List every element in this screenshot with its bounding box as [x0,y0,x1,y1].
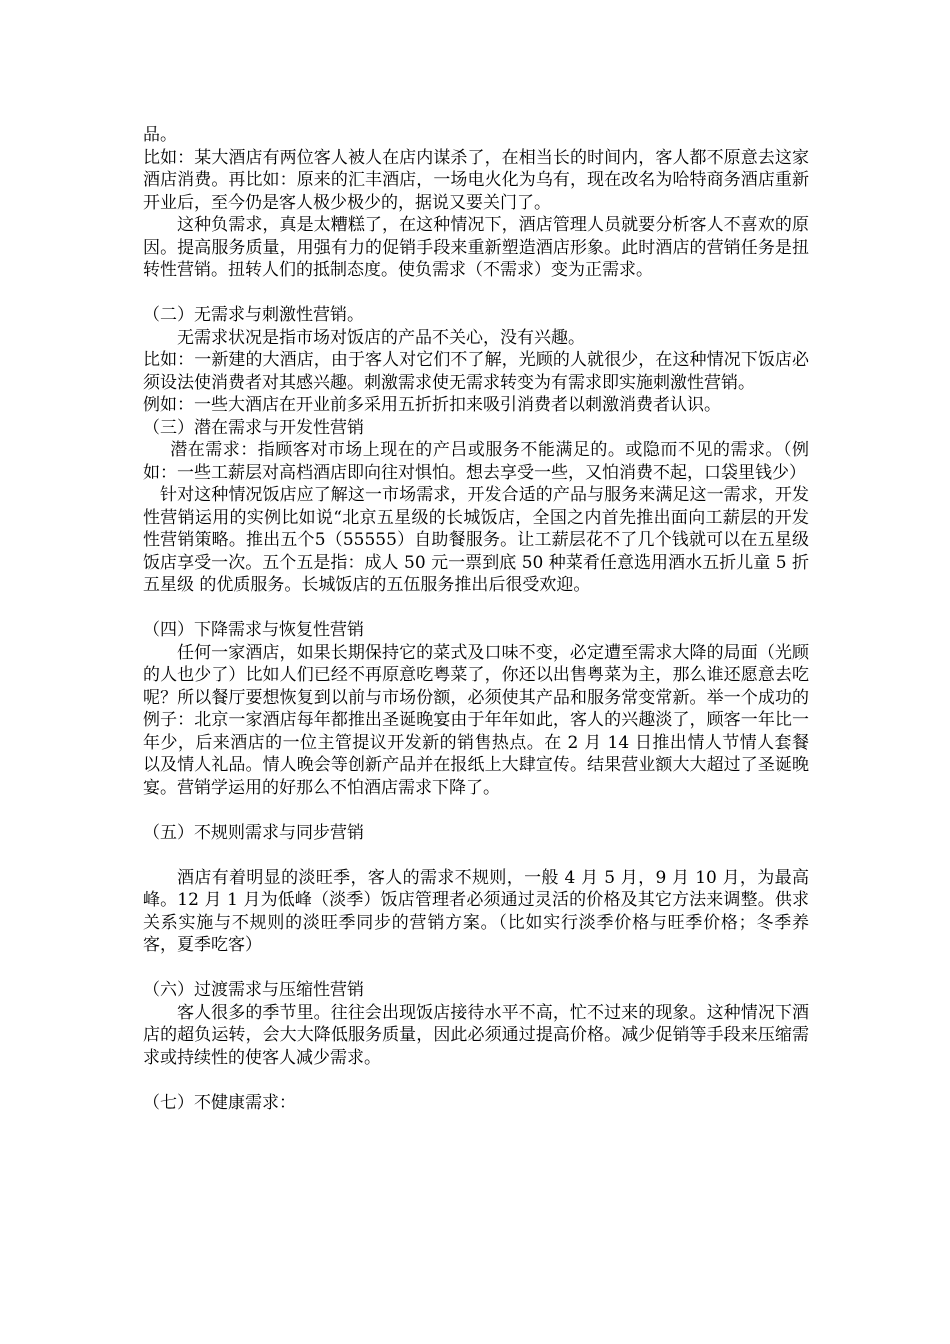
paragraph: 比如：一新建的大酒店，由于客人对它们不了解，光顾的人就很少，在这种情况下饭店必须设法使消费者对其感兴趣。刺激需求使无需求转变为有需求即实施刺激性营销。 [143,350,809,393]
spacer [143,957,809,980]
paragraph: 这种负需求，真是太糟糕了，在这种情况下，酒店管理人员就要分析客人不喜欢的原因。提高服务质量，用强有力的促销手段来重新塑造酒店形象。此时酒店的营销任务是扭转性营销。扭转人们的抵制态度。使负需求（不需求）变为正需求。 [143,215,809,280]
paragraph: 品。 [143,125,177,145]
section-heading: （四）下降需求与恢复性营销 [143,620,364,640]
paragraph: 客人很多的季节里。往往会出现饭店接待水平不高，忙不过来的现象。这种情况下酒店的超负运转，会大大降低服务质量，因此必须通过提高价格。减少促销等手段来压缩需求或持续性的使客人减少需求。 [143,1002,809,1068]
paragraph: 无需求状况是指市场对饭店的产品不关心，没有兴趣。 [177,327,585,348]
section-heading: （三）潜在需求与开发性营销 [143,417,364,438]
section-heading: （六）过渡需求与压缩性营销 [143,980,364,1000]
section-heading: （二）无需求与刺激性营销。 [143,305,364,325]
paragraph: 例如：一些大酒店在开业前多采用五折折扣来吸引消费者以刺激消费者认识。 [143,395,721,415]
spacer [143,597,809,620]
spacer [143,282,809,305]
document-page [143,124,809,1114]
section-heading: （五）不规则需求与同步营销 [143,822,364,843]
paragraph: 针对这种情况饭店应了解这一市场需求，开发合适的产品与服务来满足这一需求，开发性营销运用的实例比如说“北京五星级的长城饭店，全国之内首先推出面向工薪层的开发性营销策略。推出五个5（55555）自助餐服务。让工薪层花不了几个钱就可以在五星级饭店享受一次。五个五是指：成人 50 元一票到底 50 种菜肴任意选用酒水五折儿童 5 折五星级 的优质服务。长城饭店的五伍服务推出后很受欢迎。 [143,485,809,595]
paragraph: 潜在需求：指顾客对市场上现在的产吕或服务不能满足的。或隐而不见的需求。（例如：一些工薪层对高档酒店即向往对惧怕。想去享受一些，又怕消费不起，口袋里钱少） [143,440,809,483]
paragraph: 酒店有着明显的淡旺季，客人的需求不规则，一般 4 月 5 月，9 月 10 月，为最高峰。12 月 1 月为低峰（淡季）饭店管理者必须通过灵活的价格及其它方法来调整。供求关系实施与不规则的淡旺季同步的营销方案。（比如实行淡季价格与旺季价格；冬季养客，夏季吃客） [143,867,809,955]
paragraph: 比如：某大酒店有两位客人被人在店内谋杀了，在相当长的时间内，客人都不原意去这家酒店消费。再比如：原来的汇丰酒店，一场电火化为乌有，现在改名为哈特商务酒店重新开业后，至今仍是客人极少极少的，据说又要关门了。 [143,147,809,213]
section-heading: （七）不健康需求： [143,1092,296,1113]
spacer [143,799,809,822]
paragraph: 任何一家酒店，如果长期保持它的菜式及口味不变，必定遭至需求大降的局面（光顾的人也少了）比如人们已经不再原意吃粤菜了，你还以出售粤菜为主，那么谁还愿意去吃呢？所以餐厅要想恢复到以前与市场份额，必须使其产品和服务常变常新。举一个成功的例子：北京一家酒店每年都推出圣诞晚宴由于年年如此，客人的兴趣淡了，顾客一年比一年少，后来酒店的一位主管提议开发新的销售热点。在 2 月 14 日推出情人节情人套餐以及情人礼品。情人晚会等创新产品并在报纸上大肆宣传。结果营业额大大超过了圣诞晚宴。营销学运用的好那么不怕酒店需求下降了。 [143,642,809,798]
spacer [143,844,809,867]
spacer [143,1069,809,1092]
